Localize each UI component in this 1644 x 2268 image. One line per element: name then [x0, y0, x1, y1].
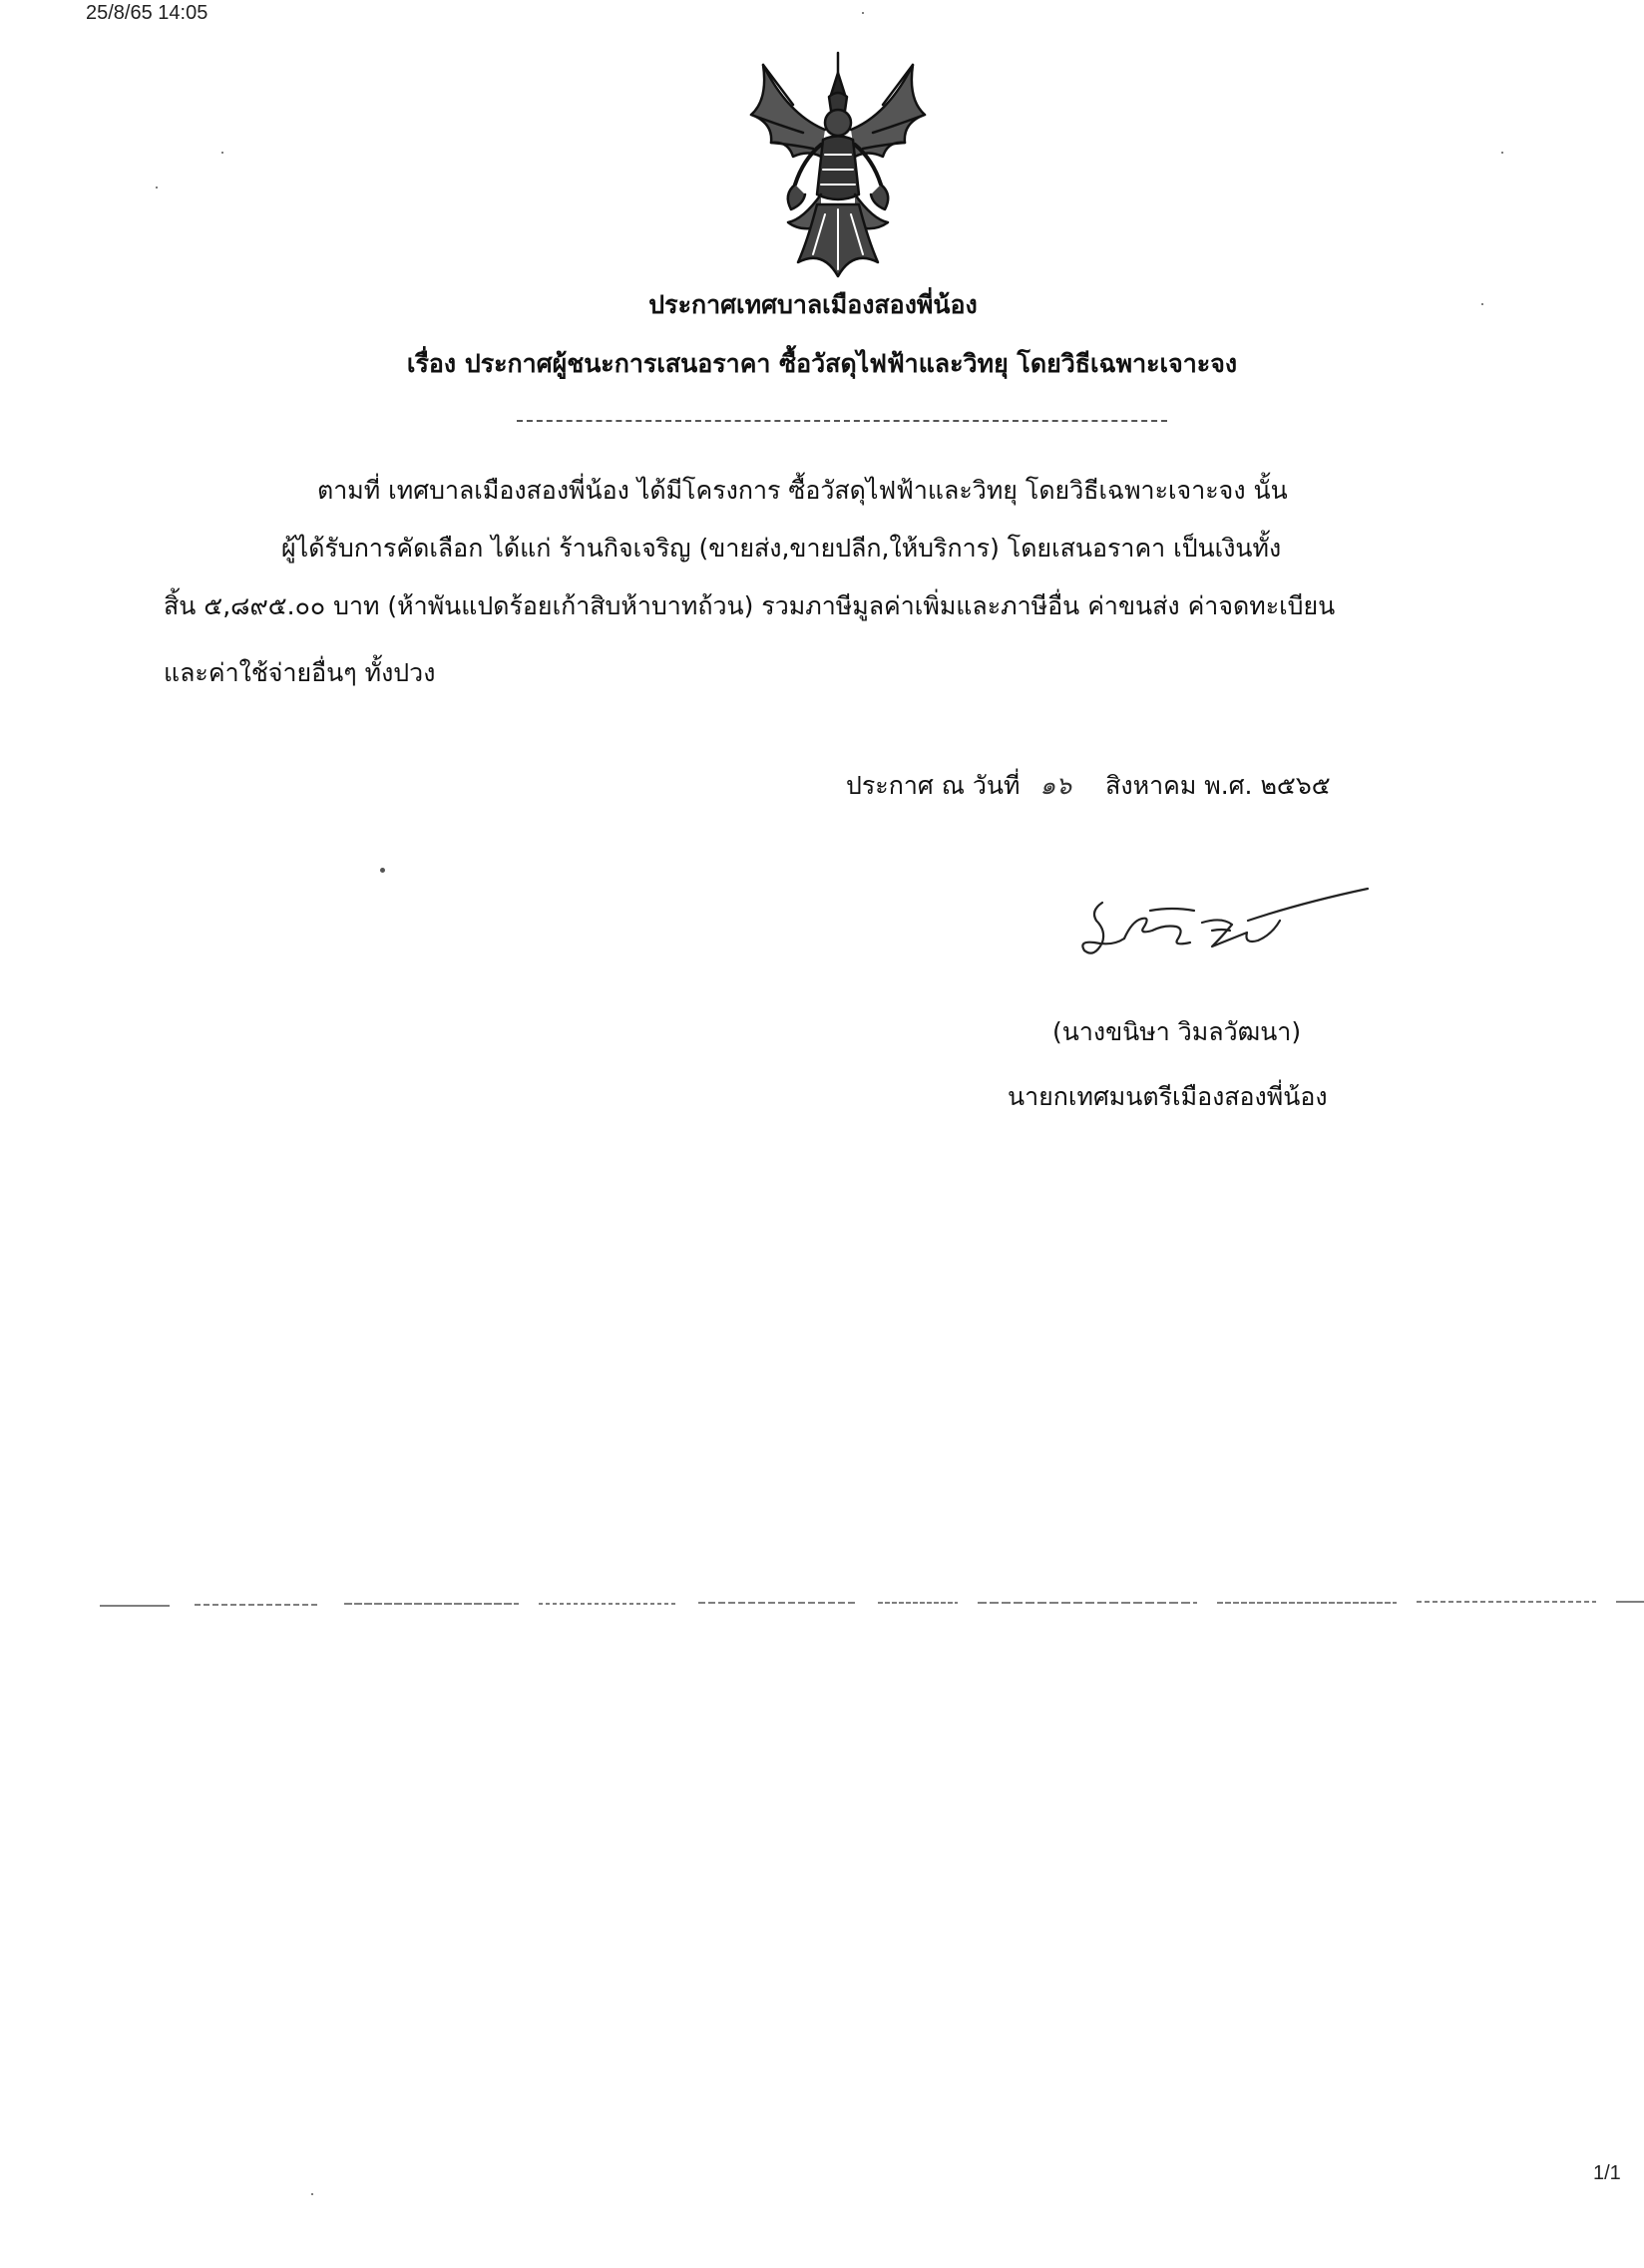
scan-artifact-line [100, 1601, 1644, 1609]
announcement-subject: เรื่อง ประกาศผู้ชนะการเสนอราคา ซื้อวัสดุไฟฟ้าและวิทยุ โดยวิธีเฉพาะเจาะจง [406, 349, 1238, 378]
signer-position: นายกเทศมนตรีเมืองสองพี่น้อง [1008, 1082, 1328, 1111]
announcement-issuer: ประกาศเทศบาลเมืองสองพี่น้อง [648, 290, 978, 319]
scan-speck [1501, 152, 1503, 154]
title-divider [517, 420, 1167, 422]
date-month-year: สิงหาคม พ.ศ. ๒๕๖๕ [1105, 771, 1331, 800]
scan-speck [862, 12, 864, 14]
body-paragraph-line: ตามที่ เทศบาลเมืองสองพี่น้อง ได้มีโครงการ ซื้อวัสดุไฟฟ้าและวิทยุ โดยวิธีเฉพาะเจาะจง นั้น [317, 476, 1288, 505]
print-timestamp: 25/8/65 14:05 [86, 2, 208, 24]
body-paragraph-line: และค่าใช้จ่ายอื่นๆ ทั้งปวง [164, 658, 436, 687]
scan-speck [311, 2193, 313, 2195]
date-day: ๑๖ [1039, 771, 1072, 800]
scan-speck [380, 868, 385, 873]
body-paragraph-line: ผู้ได้รับการคัดเลือก ได้แก่ ร้านกิจเจริญ (ขายส่ง,ขายปลีก,ให้บริการ) โดยเสนอราคา เป็นเงินทั้ง [281, 534, 1282, 563]
scan-speck [1481, 303, 1483, 305]
signer-name: (นางขนิษา วิมลวัฒนา) [1052, 1017, 1302, 1046]
body-paragraph-line: สิ้น ๕,๘๙๕.๐๐ บาท (ห้าพันแปดร้อยเก้าสิบห้าบาทถ้วน) รวมภาษีมูลค่าเพิ่มและภาษีอื่น ค่าขนส่ง ค่าจดทะเบียน [164, 591, 1336, 620]
date-prefix: ประกาศ ณ วันที่ [846, 771, 1021, 800]
scan-speck [156, 187, 158, 189]
page-number: 1/1 [1593, 2162, 1621, 2184]
garuda-emblem-icon [733, 45, 943, 284]
handwritten-signature [1072, 881, 1372, 985]
announcement-date [846, 766, 1331, 806]
scan-speck [221, 152, 223, 154]
